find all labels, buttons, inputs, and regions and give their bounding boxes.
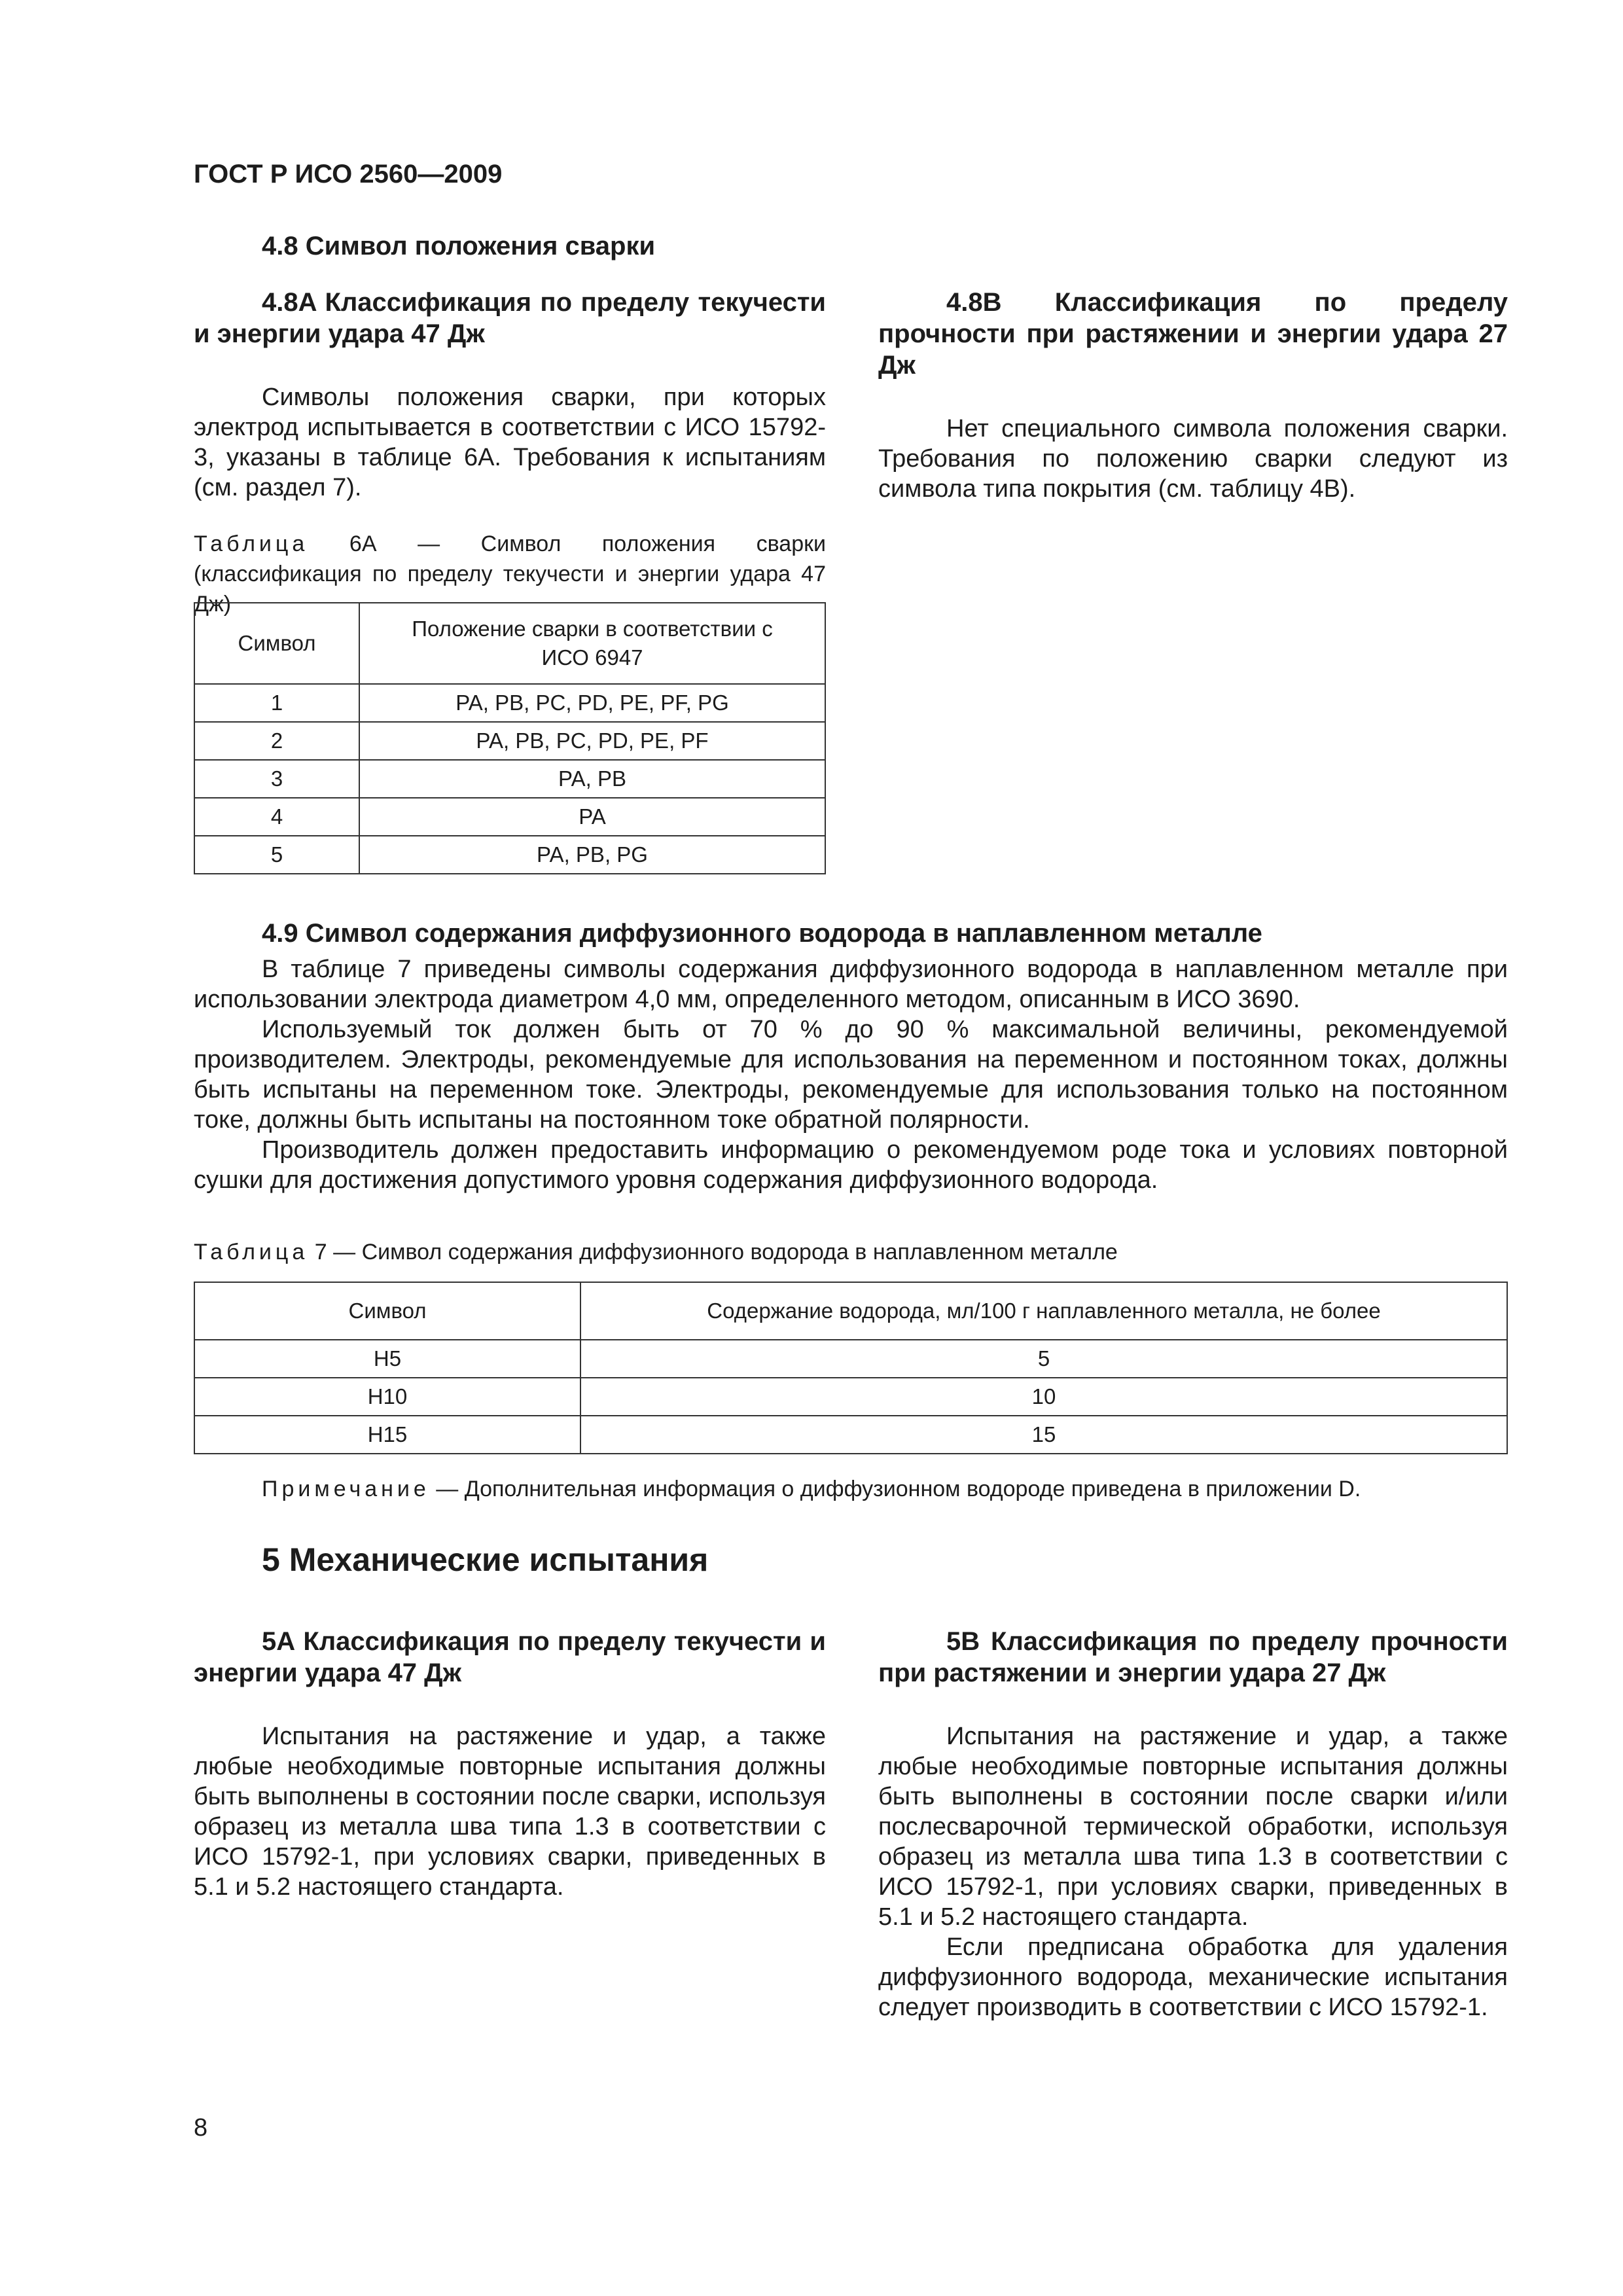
section-4-8-title: 4.8 Символ положения сварки (262, 232, 656, 260)
table-header-cell: Символ (194, 1282, 580, 1340)
table-cell: 5 (580, 1340, 1507, 1378)
table-6a (194, 602, 826, 874)
table-header-cell: Символ (194, 603, 359, 684)
section-4-8b (878, 287, 1508, 504)
section-4-8b-title: 4.8B Классификация по пределу прочности при растяжении и энергии удара 27 Дж (878, 288, 1508, 380)
section-5b-text: Если предписана обработка для удаления диффузионного водорода, механические испытания следует производить в соответствии с ИСО 15792-1. (878, 1933, 1508, 2021)
note-text: — Дополнительная информация о диффузионном водороде приведена в приложении D. (436, 1477, 1361, 1501)
page-number: 8 (194, 2114, 208, 2142)
table-row (194, 722, 825, 760)
section-4-9 (194, 918, 1508, 1195)
table-row (194, 836, 825, 874)
table-header-cell: Положение сварки в соответствии с ИСО 6947 (359, 603, 825, 684)
table-7-caption (194, 1237, 1508, 1267)
section-5b-title: 5В Классификация по пределу прочности при растяжении и энергии удара 27 Дж (878, 1627, 1508, 1687)
section-5b (878, 1626, 1508, 2022)
document-header: ГОСТ Р ИСО 2560—2009 (194, 160, 503, 188)
table-row (194, 1340, 1507, 1378)
table-row (194, 760, 825, 798)
table-header-row (194, 603, 825, 684)
table-6a-caption-label: Таблица (194, 531, 309, 556)
table-cell: PA, PB, PC, PD, PE, PF, PG (359, 684, 825, 722)
table-row (194, 684, 825, 722)
section-4-9-paragraph: Производитель должен предоставить информацию о рекомендуемом роде тока и условиях повторной сушки для достижения допустимого уровня содержания диффузионного водорода. (194, 1136, 1508, 1194)
section-4-8b-text: Нет специального символа положения сварки. Требования по положению сварки следуют из символа типа покрытия (см. таблицу 4В). (878, 415, 1508, 503)
table-cell: PA, PB, PG (359, 836, 825, 874)
table-cell: 3 (194, 760, 359, 798)
table-cell: PA, PB, PC, PD, PE, PF (359, 722, 825, 760)
table-cell: 4 (194, 798, 359, 836)
section-4-9-paragraph: Используемый ток должен быть от 70 % до 90 % максимальной величины, рекомендуемой производителем. Электроды, рекомендуемые для использования на переменном и постоянном токах, должны быть испытаны на переменном токе. Электроды, рекомендуемые для использования только на постоянном токе, должны быть испытаны на постоянном токе обратной полярности. (194, 1016, 1508, 1134)
section-5a-text: Испытания на растяжение и удар, а также любые необходимые повторные испытания должны быть выполнены в состоянии после сварки, используя образец из металла шва типа 1.3 в соответствии с ИСО 15792-1, при условиях сварки, приведенных в 5.1 и 5.2 настоящего стандарта. (194, 1723, 826, 1901)
section-5b-text: Испытания на растяжение и удар, а также любые необходимые повторные испытания должны быть выполнены в состоянии после сварки и/или послесварочной термической обработки, используя образец из металла шва типа 1.3 в соответствии с ИСО 15792-1, при условиях сварки, приведенных в 5.1 и 5.2 настоящего стандарта. (878, 1723, 1508, 1931)
table-cell: H15 (194, 1416, 580, 1454)
section-5a-title: 5А Классификация по пределу текучести и энергии удара 47 Дж (194, 1627, 826, 1687)
table-cell: 15 (580, 1416, 1507, 1454)
table-7 (194, 1282, 1508, 1454)
table-row (194, 1378, 1507, 1416)
table-cell: 10 (580, 1378, 1507, 1416)
section-4-8a (194, 287, 826, 503)
section-5a (194, 1626, 826, 1902)
table-cell: 1 (194, 684, 359, 722)
table-cell: H5 (194, 1340, 580, 1378)
section-4-9-paragraph: В таблице 7 приведены символы содержания диффузионного водорода в наплавленном металле при использовании электрода диаметром 4,0 мм, определенного методом, описанным в ИСО 3690. (194, 956, 1508, 1013)
note (262, 1474, 1508, 1504)
table-cell: H10 (194, 1378, 580, 1416)
table-row (194, 798, 825, 836)
table-7-caption-text: 7 — Символ содержания диффузионного водорода в наплавленном металле (314, 1240, 1118, 1265)
table-cell: 2 (194, 722, 359, 760)
section-4-9-title: 4.9 Символ содержания диффузионного водорода в наплавленном металле (262, 919, 1262, 948)
table-cell: PA, PB (359, 760, 825, 798)
table-row (194, 1416, 1507, 1454)
note-label: Примечание (262, 1477, 430, 1501)
section-4-8a-text: Символы положения сварки, при которых электрод испытывается в соответствии с ИСО 15792-3, указаны в таблице 6А. Требования к испытаниям (см. раздел 7). (194, 384, 826, 501)
table-header-cell: Содержание водорода, мл/100 г наплавленного металла, не более (580, 1282, 1507, 1340)
table-cell: 5 (194, 836, 359, 874)
table-cell: PA (359, 798, 825, 836)
table-6a-caption-text: 6А — Символ положения сварки (классификация по пределу текучести и энергии удара 47 Дж) (194, 531, 826, 617)
table-header-row (194, 1282, 1507, 1340)
table-7-caption-label: Таблица (194, 1240, 309, 1265)
section-4-8a-title: 4.8A Классификация по пределу текучести и энергии удара 47 Дж (194, 288, 826, 348)
section-5-title: 5 Механические испытания (262, 1541, 709, 1578)
